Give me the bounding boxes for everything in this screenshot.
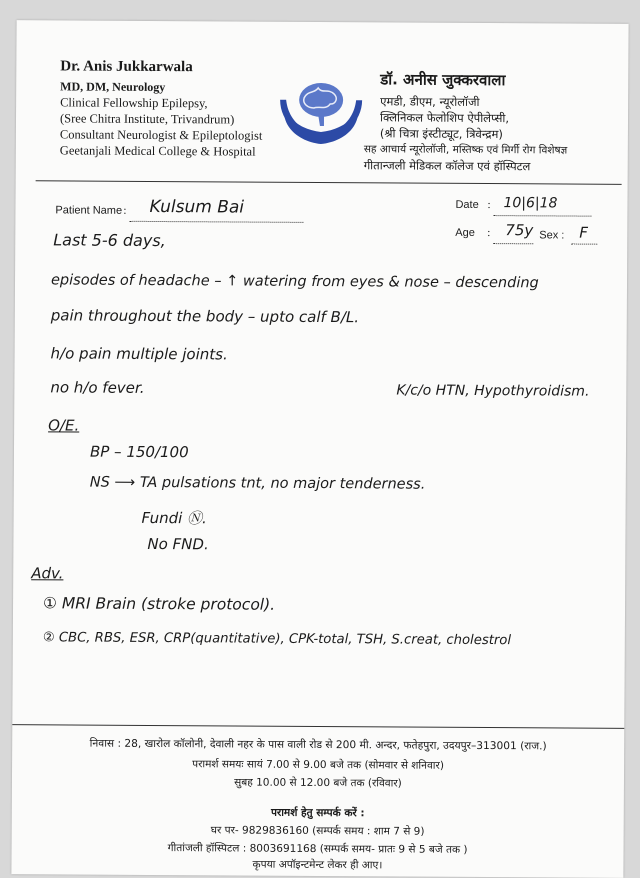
doctor-name-en: Dr. Anis Jukkarwala <box>60 58 193 76</box>
date-label: Date <box>455 198 479 211</box>
note-ns: NS ⟶ TA pulsations tnt, no major tenderness. <box>89 474 426 493</box>
header-divider <box>36 180 622 185</box>
prescription-sheet <box>11 20 628 878</box>
doctor-line1-hi: क्लिनिकल फेलोशिप ऐपीलेप्सी, <box>379 110 510 126</box>
date-value: 10|6|18 <box>503 195 558 212</box>
doctor-line1-en: Clinical Fellowship Epilepsy, <box>60 95 208 111</box>
footer-appointment-note: कृपया अपॉइन्टमेन्ट लेकर ही आए। <box>252 858 383 872</box>
note-bp: BP – 150/100 <box>89 442 189 462</box>
doctor-line4-en: Geetanjali Medical College & Hospital <box>59 143 256 159</box>
age-line <box>493 243 533 244</box>
note-history-duration: Last 5-6 days, <box>53 230 166 251</box>
footer-phone-home: घर पर- 9829836160 (सम्पर्क समय : शाम 7 से 9) <box>210 824 425 838</box>
patient-name-label: Patient Name <box>55 204 123 217</box>
note-symptoms: episodes of headache – ↑ watering from eyes & nose – descending <box>50 272 539 292</box>
colon-1: : <box>123 204 127 217</box>
sex-value: F <box>579 223 589 242</box>
note-fnd: No FND. <box>147 534 209 554</box>
note-fundi: Fundi Ⓝ. <box>141 508 207 528</box>
patient-name-line <box>129 221 303 223</box>
doctor-name-hi: डॉ. अनीस जुक्करवाला <box>380 70 506 90</box>
footer-divider <box>12 724 624 729</box>
colon-3: : <box>487 227 491 240</box>
doctor-degrees-hi: एमडी, डीएम, न्यूरोलॉजी <box>380 94 480 109</box>
footer-phone-hospital: गीतांजली हॉस्पिटल : 8003691168 (सम्पर्क समय- प्रातः 9 से 5 बजे तक ) <box>167 842 468 856</box>
note-fever: no h/o fever. <box>50 378 145 397</box>
footer-consult-hours: परामर्श समयः सायं 7.00 से 9.00 बजे तक (सोमवार से शनिवार) <box>192 758 444 772</box>
colon-2: : <box>487 199 491 212</box>
sex-label: Sex : <box>539 229 565 242</box>
patient-name-value: Kulsum Bai <box>149 196 245 218</box>
footer-consult-sunday: सुबह 10.00 से 12.00 बजे तक (रविवार) <box>234 776 402 790</box>
note-pain: pain throughout the body – upto calf B/L. <box>50 306 360 327</box>
doctor-line2-en: (Sree Chitra Institute, Trivandrum) <box>59 111 235 127</box>
footer-contact-title: परामर्श हेतु सम्पर्क करें : <box>270 806 365 820</box>
brain-in-hands-icon <box>278 70 364 149</box>
age-label: Age <box>455 226 475 239</box>
footer-address: निवास : 28, खारोल कॉलोनी, देवाली नहर के पास वाली रोड से 200 मी. अन्दर, फतेहपुरा, उदयपुर–313001 (राज.) <box>89 737 547 753</box>
note-known-case: K/c/o HTN, Hypothyroidism. <box>396 382 590 400</box>
note-joint-pain: h/o pain multiple joints. <box>50 344 228 364</box>
age-value: 75y <box>505 221 534 240</box>
advice-item-2: ② CBC, RBS, ESR, CRP(quantitative), CPK-total, TSH, S.creat, cholestrol <box>42 630 512 649</box>
date-line <box>493 215 591 217</box>
doctor-degrees-en: MD, DM, Neurology <box>60 79 166 95</box>
sex-line <box>571 244 597 245</box>
doctor-line4-hi: गीतान्जली मेडिकल कॉलेज एवं हॉस्पिटल <box>363 158 531 174</box>
note-oe-heading: O/E. <box>48 416 80 435</box>
doctor-line2-hi: (श्री चित्रा इंस्टीट्यूट, त्रिवेन्द्रम) <box>379 126 503 142</box>
note-advice-heading: Adv. <box>31 564 64 583</box>
advice-item-1: ① MRI Brain (stroke protocol). <box>42 594 276 614</box>
doctor-line3-en: Consultant Neurologist & Epileptologist <box>59 127 263 143</box>
doctor-line3-hi: सह आचार्य न्यूरोलॉजी, मस्तिष्क एवं मिर्गी रोग विशेषज्ञ <box>363 143 568 157</box>
